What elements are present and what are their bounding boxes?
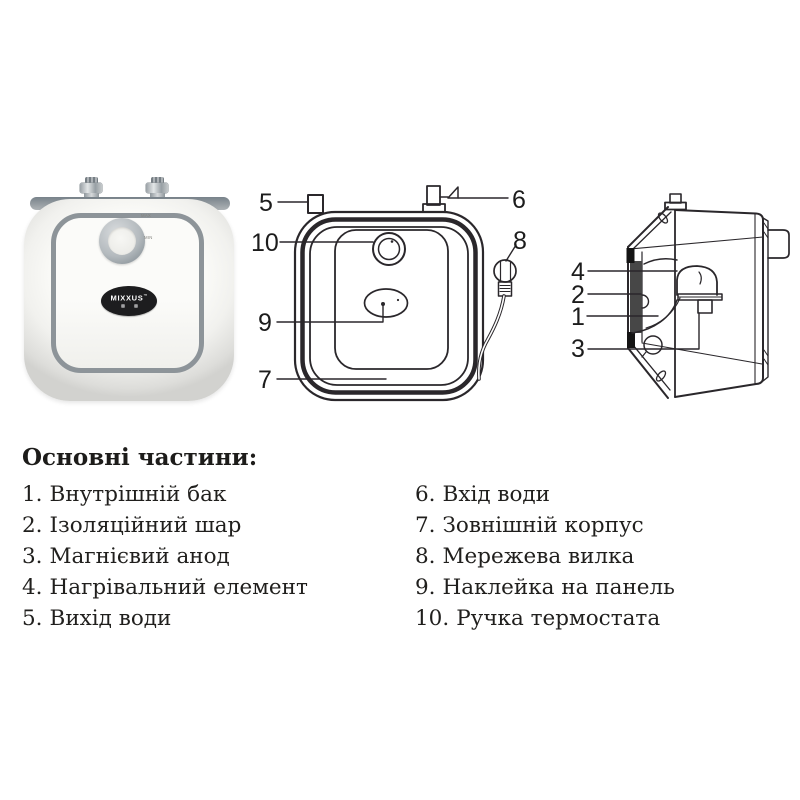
- part-number: 10.: [415, 606, 450, 631]
- callout-leader-lines: [277, 198, 516, 379]
- part-number: 4.: [22, 575, 43, 600]
- callout-2: 2: [571, 281, 585, 309]
- callout-leader-lines: [587, 271, 699, 349]
- callout-5: 5: [259, 189, 273, 217]
- callout-8: 8: [513, 227, 527, 255]
- part-item-1: [22, 479, 308, 510]
- part-number: 1.: [22, 482, 43, 507]
- front-view-diagram: [250, 183, 540, 403]
- fitting-nut: [80, 183, 102, 193]
- callout-6: 6: [512, 186, 526, 214]
- callout-7: 7: [258, 366, 272, 394]
- part-item-4: [22, 572, 308, 603]
- callout-1: 1: [571, 303, 585, 331]
- part-item-6: [415, 479, 675, 510]
- part-label: Зовнішній корпус: [442, 513, 644, 538]
- heating-element-drawing: [677, 266, 722, 300]
- indicator-lights: [121, 304, 138, 308]
- part-item-5: [22, 603, 308, 634]
- fitting-nut: [146, 183, 168, 193]
- knob-max-label: MAX: [141, 214, 152, 219]
- part-item-9: [415, 572, 675, 603]
- part-label: Мережева вилка: [442, 544, 635, 569]
- power-plug-drawing: [479, 260, 516, 379]
- parts-list-right: [415, 479, 675, 634]
- product-photo: [24, 175, 236, 405]
- part-number: 9.: [415, 575, 436, 600]
- water-outlet-drawing: [308, 195, 323, 213]
- part-item-2: [22, 510, 308, 541]
- trademark-symbol: ™: [143, 293, 148, 298]
- thermostat-knob: [99, 218, 145, 264]
- indicator-light: [134, 304, 138, 308]
- part-label: Внутрішній бак: [49, 482, 227, 507]
- indicator-light: [121, 304, 125, 308]
- casing-silhouette-drawing: [628, 207, 789, 398]
- part-label: Наклейка на панель: [442, 575, 675, 600]
- knob-face: [108, 227, 136, 255]
- part-label: Нагрівальний елемент: [49, 575, 308, 600]
- thermostat-knob-drawing: [373, 233, 405, 265]
- part-item-7: [415, 510, 675, 541]
- callout-10: 10: [251, 229, 279, 257]
- knob-min-label: MIN: [144, 236, 153, 241]
- side-view-diagram: [560, 185, 795, 400]
- parts-heading: Основні частини:: [22, 444, 258, 471]
- part-number: 2.: [22, 513, 43, 538]
- part-label: Магнієвий анод: [49, 544, 230, 569]
- outer-casing-drawing: [295, 212, 483, 400]
- parts-list-left: [22, 479, 308, 634]
- part-label: Вихід води: [49, 606, 172, 631]
- part-number: 7.: [415, 513, 436, 538]
- brand-badge: [101, 286, 157, 316]
- part-number: 3.: [22, 544, 43, 569]
- part-number: 8.: [415, 544, 436, 569]
- anode-connection-drawing: [698, 300, 712, 313]
- part-item-3: [22, 541, 308, 572]
- callout-9: 9: [258, 309, 272, 337]
- panel-sticker-drawing: [365, 289, 408, 317]
- part-label: Вхід води: [442, 482, 551, 507]
- callout-3: 3: [571, 335, 585, 363]
- callout-4: 4: [571, 258, 585, 286]
- heater-body: [24, 199, 234, 401]
- brand-text: MIXXUS: [110, 293, 144, 303]
- part-label: Ручка термостата: [456, 606, 661, 631]
- part-label: Ізоляційний шар: [49, 513, 242, 538]
- brand-name: [111, 294, 148, 302]
- part-item-8: [415, 541, 675, 572]
- part-number: 6.: [415, 482, 436, 507]
- part-item-10: [415, 603, 675, 634]
- part-number: 5.: [22, 606, 43, 631]
- water-inlet-valve-drawing: [423, 186, 458, 212]
